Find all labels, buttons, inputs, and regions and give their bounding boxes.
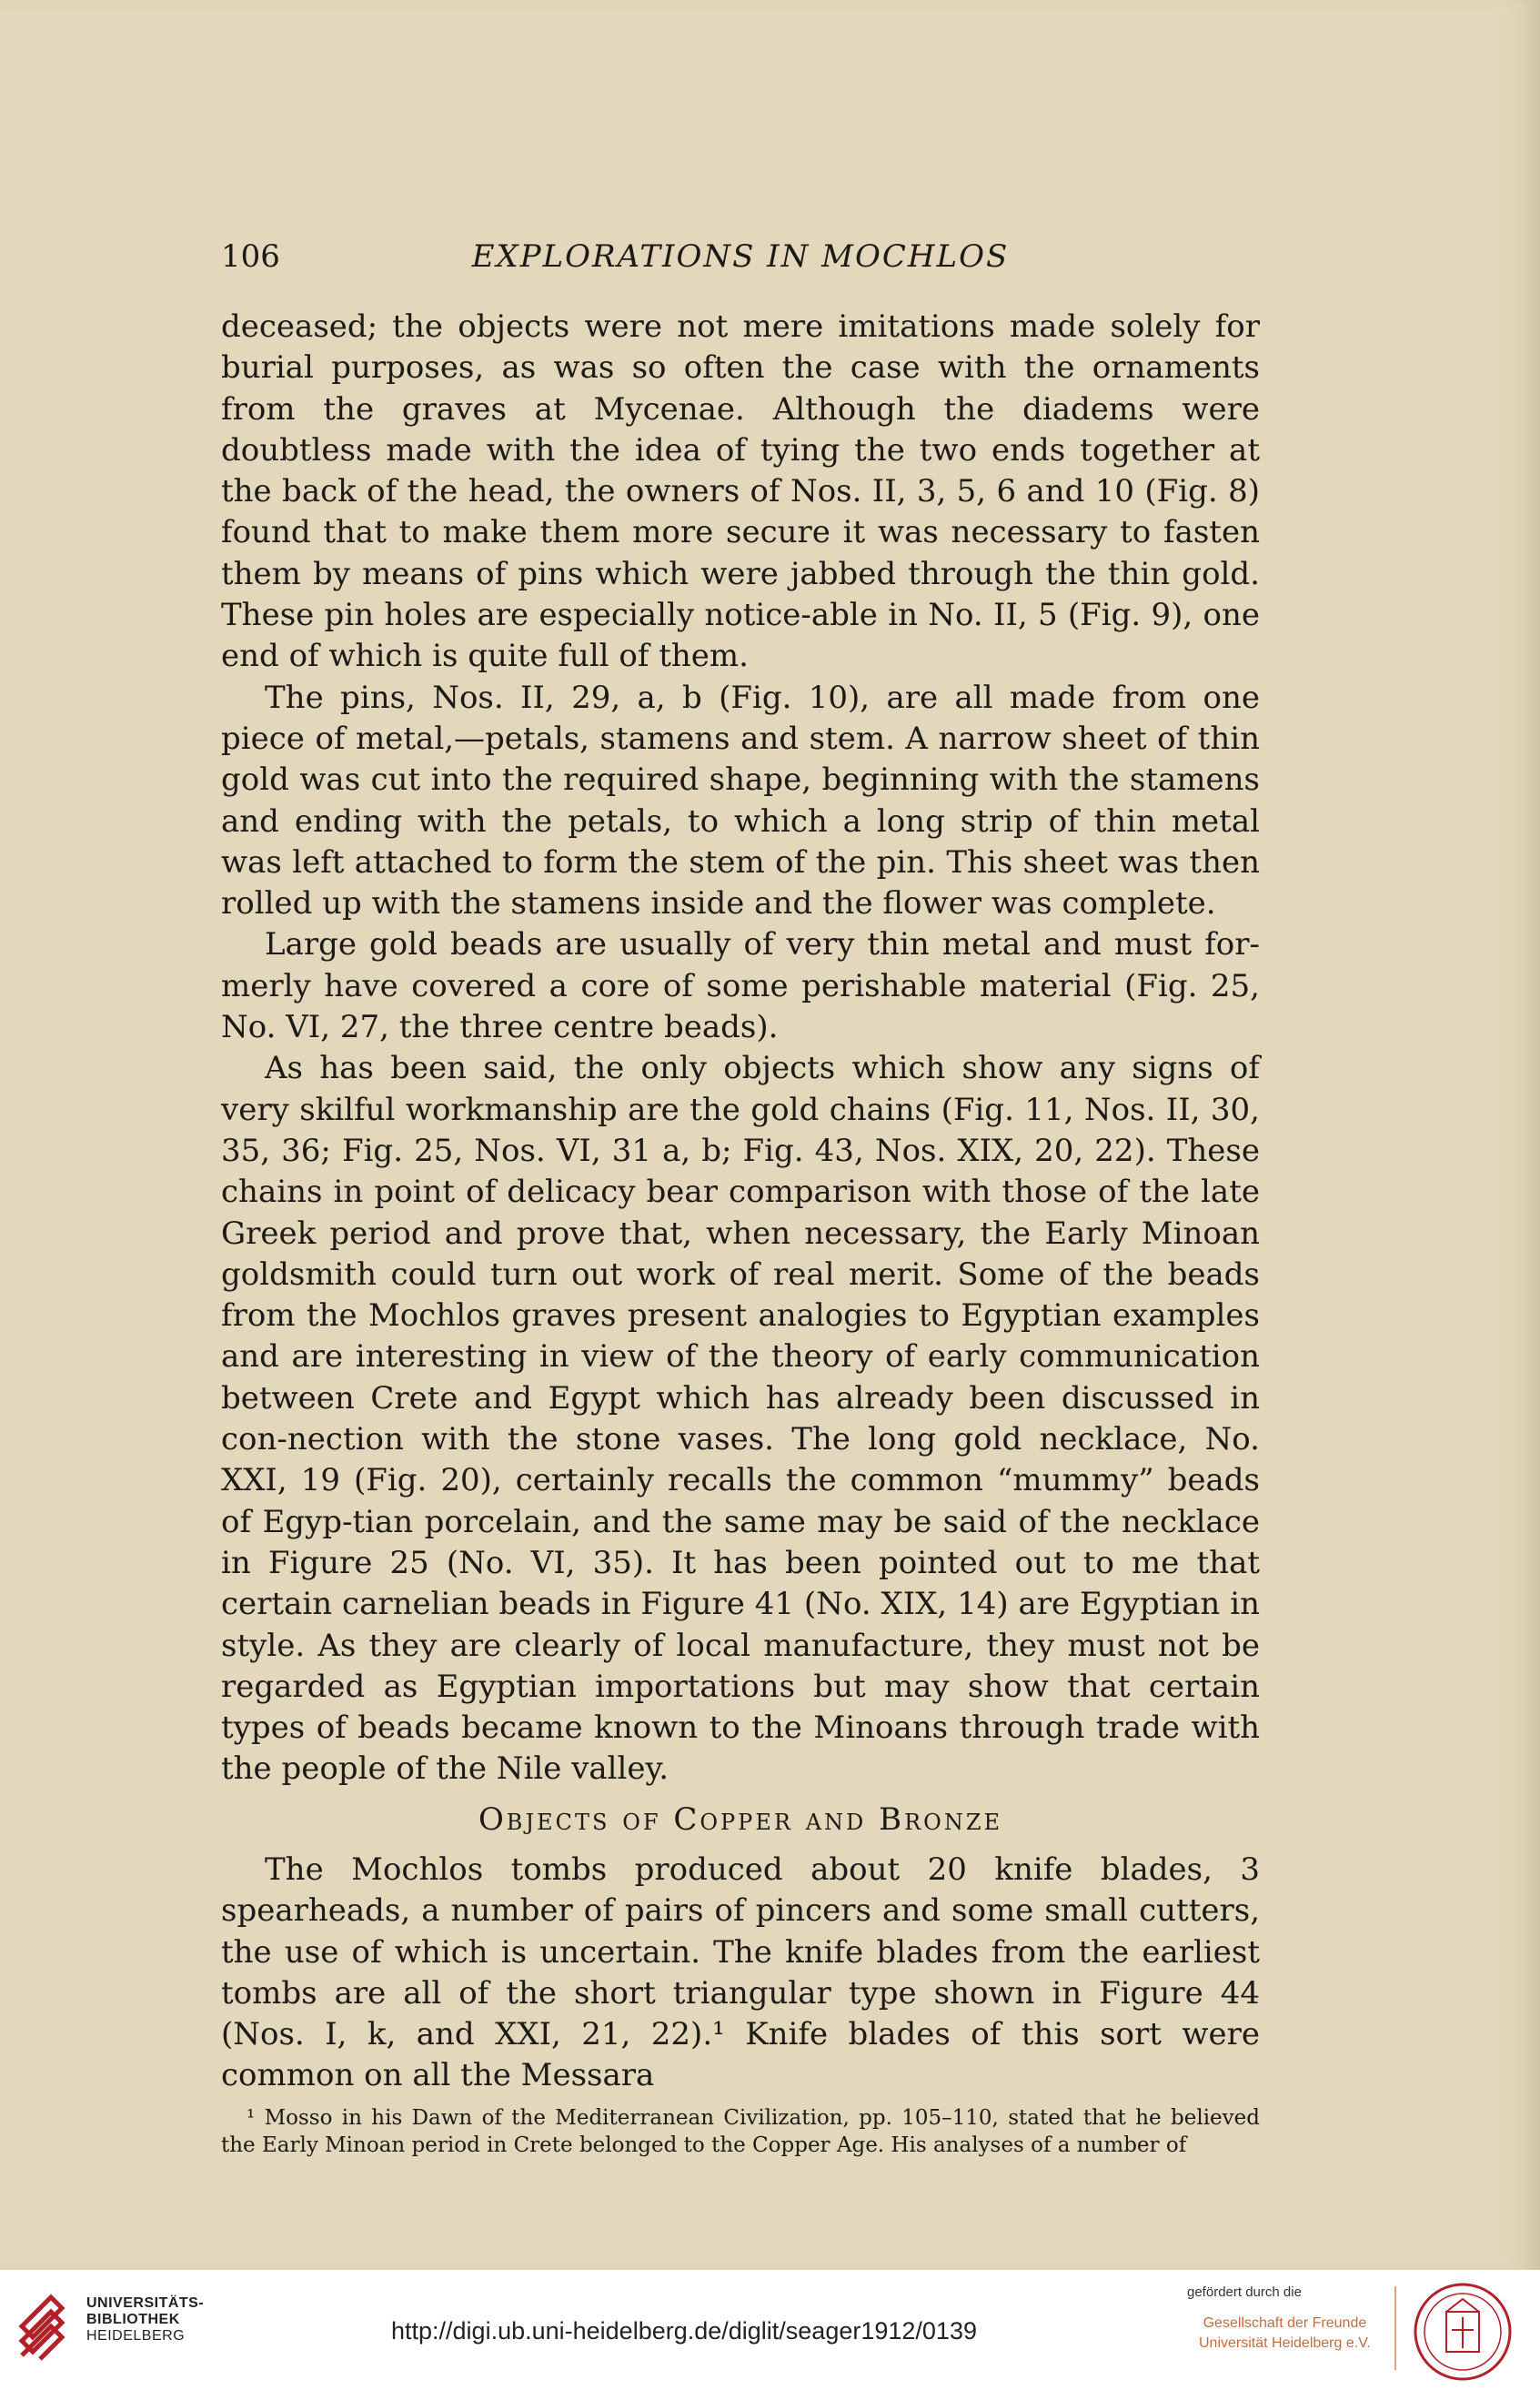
divider (1394, 2286, 1396, 2370)
society-name: Gesellschaft der Freunde Universität Heidelberg e.V. (1199, 2315, 1371, 2351)
running-head: EXPLORATIONS IN MOCHLOS (471, 238, 1010, 275)
paragraph: The pins, Nos. II, 29, a, b (Fig. 10), are all made from one piece of metal,—petals, stamens and stem. A narrow sheet of thin gold was cut into the required shape, beginning with the stamens and ending with the petals, to which a long strip of thin metal was left attached to form the stem of the pin. This sheet was then rolled up with the stamens inside and the flower was complete. (221, 679, 1260, 923)
section-title: Objects of Copper and Bronze (478, 1800, 1003, 1838)
paragraph: As has been said, the only objects which show any signs of very skilful workmanship are the gold chains (Fig. 11, Nos. II, 30, 35, 36; Fig. 25, Nos. VI, 31 a, b; Fig. 43, Nos. XIX, 20, 22). These chains in point of delicacy bear comparison with those of the late Greek period and prove that, when necessary, the Early Minoan goldsmith could turn out work of real merit. Some of the beads from the Mochlos graves present analogies to Egyptian examples and are interesting in view of the theory of early communication between Crete and Egypt which has already been discussed in con-nection with the stone vases. The long gold necklace, No. XXI, 19 (Fig. 20), certainly recalls the common “mummy” beads of Egyp-tian porcelain, and the same may be said of the necklace in Figure 25 (No. VI, 35). It has been pointed out to me that certain carnelian beads in Figure 41 (No. XIX, 14) are Egyptian in style. As they are clearly of local manufacture, they must not be regarded as Egyptian importations but may show that certain types of beads became known to the Minoans through trade with the people of the Nile valley. (221, 1050, 1260, 1788)
permalink-url[interactable]: http://digi.ub.uni-heidelberg.de/diglit/seager1912/0139 (391, 2317, 977, 2345)
university-seal-icon (1412, 2281, 1514, 2383)
body-text (221, 307, 1260, 2159)
funded-by-label: gefördert durch die (1187, 2284, 1302, 2300)
paragraph: The Mochlos tombs produced about 20 knife blades, 3 spearheads, a number of pairs of pincers and some small cutters, the use of which is uncertain. The knife blades from the earliest tombs are all of the short triangular type shown in Figure 44 (Nos. I, k, and XXI, 21, 22).¹ Knife blades of this sort were common on all the Messara (221, 1850, 1260, 2094)
footer-bar (0, 2270, 1540, 2390)
footnotes (221, 2104, 1260, 2159)
footnote: ¹ Mosso in his Dawn of the Mediterranean Civilization, pp. 105–110, stated that he believed the Early Minoan period in Crete belonged to the Copper Age. His analyses of a number of (221, 2105, 1260, 2157)
ub-heidelberg-logo-icon (15, 2290, 78, 2366)
paragraph: deceased; the objects were not mere imitations made solely for burial purposes, as was so often the case with the ornaments from the graves at Mycenae. Although the diadems were doubtless made with the idea of tying the two ends together at the back of the head, the owners of Nos. II, 3, 5, 6 and 10 (Fig. 8) found that to make them more secure it was necessary to fasten them by means of pins which were jabbed through the thin gold. These pin holes are especially notice-able in No. II, 5 (Fig. 9), one end of which is quite full of them. (221, 308, 1260, 675)
page-header (221, 238, 1260, 280)
library-name: UNIVERSITÄTS- BIBLIOTHEK HEIDELBERG (86, 2295, 205, 2344)
paragraph: Large gold beads are usually of very thin metal and must for-merly have covered a core of some perishable material (Fig. 25, No. VI, 27, the three centre beads). (221, 926, 1260, 1046)
page-number: 106 (221, 238, 280, 275)
